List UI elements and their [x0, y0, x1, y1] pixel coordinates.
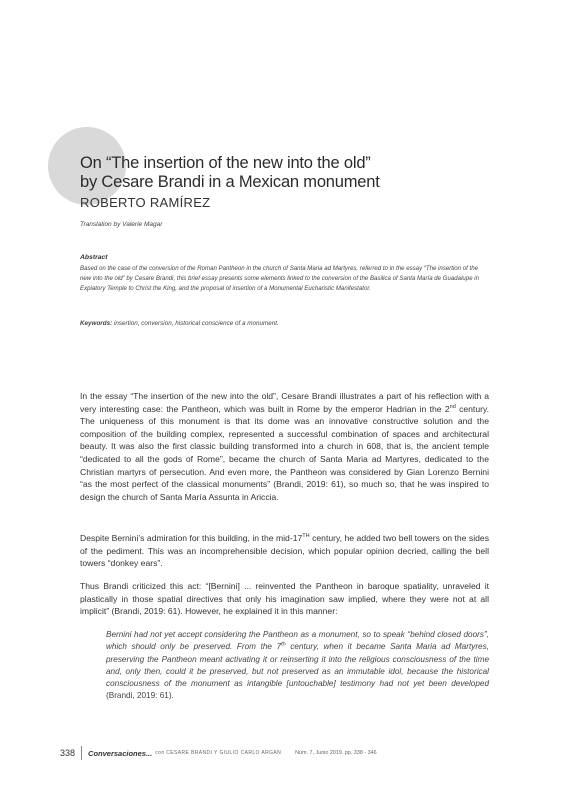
paragraph-text: In the essay “The insertion of the new into the old”, Cesare Brandi illustrates a part of his reflection with a very interesting case: the Pantheon, which was built in Rome by the emperor Hadrian in the 2 [80, 391, 489, 414]
superscript: th [281, 641, 286, 648]
page-footer [60, 744, 520, 762]
journal-subtitle: con CESARE BRANDI Y GIULIO CARLO ARGAN [155, 750, 282, 756]
block-quote [106, 629, 489, 703]
title-line-1: On “The insertion of the new into the old” [80, 154, 371, 172]
issue-info: Núm. 7, Junio 2019. pp. 338 - 346 [295, 750, 377, 756]
page-number: 338 [60, 746, 82, 760]
abstract-text: Based on the case of the conversion of the Roman Pantheon in the church of Santa Maria ad Martyres, referred to in the essay “The insertion of the new into the old” by Cesare Brandi, this brief essay presents some elements linked to the conversion of the Basilica of Santa María de Guadalupe in Expiatory Temple to Christ the King, and the proposal of insertion of a Monumental Eucharistic Manifestator. [80, 265, 480, 292]
paragraph-text: century, he added two bell towers on the sides of the pediment. This was an incomprehensible decision, which popular opinion decried, calling the bell towers “donkey ears”. [80, 533, 489, 569]
superscript: TH [302, 533, 310, 540]
quote-text: century, when it became Santa Maria ad Martyres, preserving the Pantheon meant activating it or reinserting it into the religious consciousness of the time and, only then, could it be preserved, but not preserved as an immutable idol, because the historical consciousness of the monument as intangible [untouchable] testimony had not yet been developed [106, 642, 489, 689]
keywords [80, 320, 490, 327]
quote-citation: (Brandi, 2019: 61). [106, 691, 174, 701]
body-paragraph-1 [80, 390, 489, 503]
keywords-label: Keywords: [80, 320, 113, 327]
body-paragraph-2 [80, 532, 489, 570]
quote-text: Bernini had not yet accept considering the Pantheon as a monument, so to speak “behind closed doors”, which should only be preserved. From the 7 [106, 630, 489, 652]
superscript: nd [449, 403, 456, 410]
title-line-2: by Cesare Brandi in a Mexican monument [80, 173, 380, 191]
author-name: ROBERTO RAMÍREZ [80, 195, 211, 210]
translation-credit: Translation by Valerie Magar [80, 221, 163, 228]
keywords-text: insertion, conversion, historical conscience of a monument. [112, 320, 279, 327]
article-title [80, 154, 520, 192]
journal-name: Conversaciones... [88, 748, 153, 758]
body-paragraph-3: Thus Brandi criticized this act: “[Bernini] ... reinvented the Pantheon in baroque spatiality, unraveled it plastically in those spatial directives that only his imagination saw implied, where they were not at all implicit” (Brandi, 2019: 61). However, he explained it in this manner: [80, 581, 489, 617]
abstract-heading: Abstract [80, 254, 108, 261]
paragraph-text: century. The uniqueness of this monument is that its dome was an innovative constructive solution and the composition of the building complex, represented a successful combination of spaces and architectural beauty. It was also the first classic building transformed into a church in 608, that is, the ancient temple “dedicated to all the gods of Rome”, became the church of Santa Maria ad Martyres, dedicated to the Christian martyrs of persecution. And even more, the Pantheon was considered by Gian Lorenzo Bernini “as the most perfect of the classical monuments” (Brandi, 2019: 61), so much so, that he was inspired to design the church of Santa María Assunta in Ariccia. [80, 403, 490, 502]
paragraph-text: Despite Bernini’s admiration for this building, in the mid-17 [80, 533, 303, 543]
